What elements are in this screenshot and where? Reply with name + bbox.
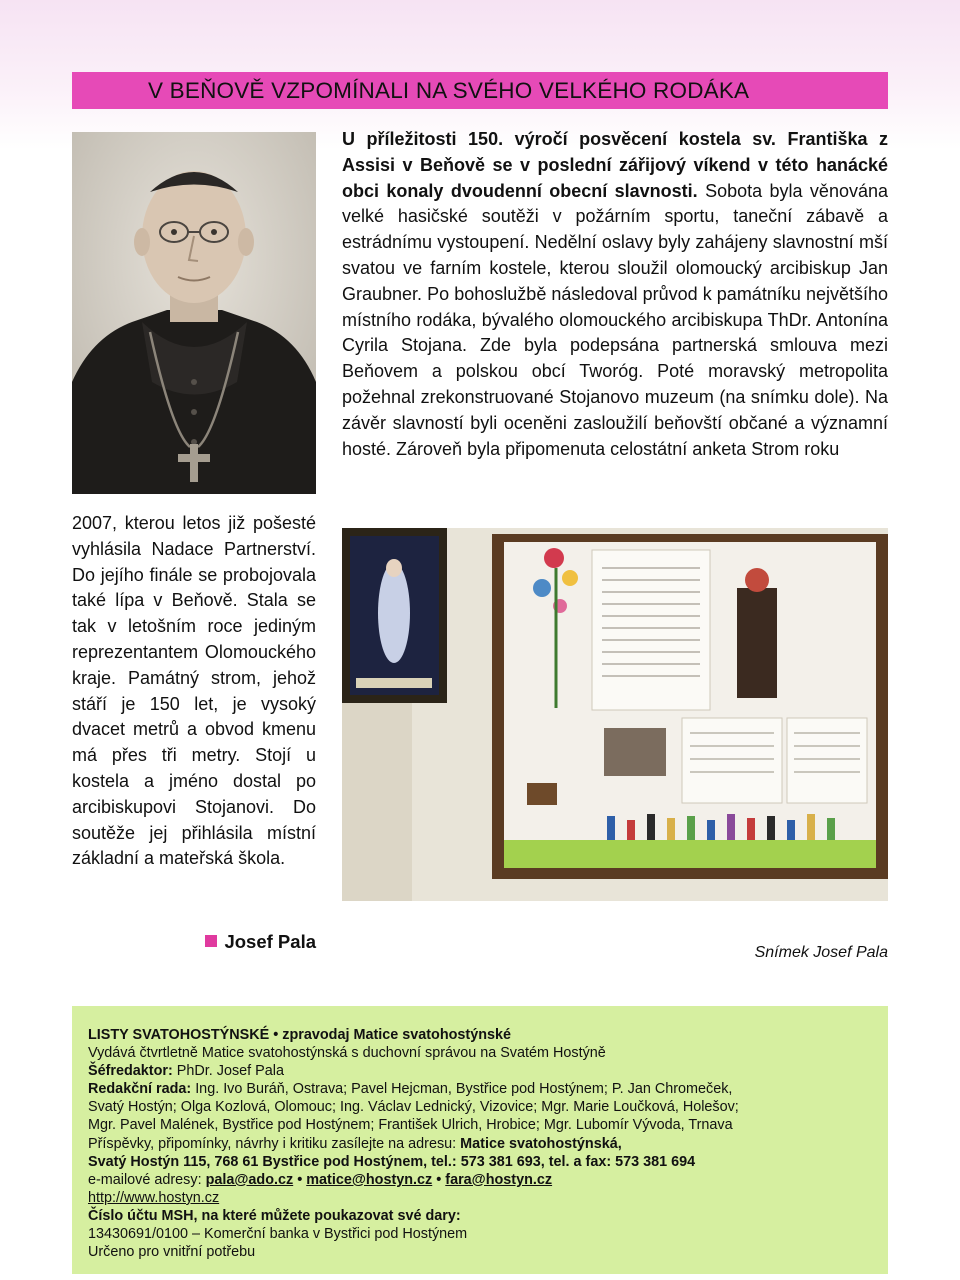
account-value: 13430691/0100 – Komerční banka v Bystřici pod Hostýnem: [88, 1226, 468, 1243]
author-name: Josef Pala: [224, 931, 316, 952]
author-marker-icon: [205, 935, 217, 947]
email-link-matice[interactable]: matice@hostyn.cz: [306, 1171, 433, 1188]
board-label: Redakční rada:: [88, 1081, 192, 1098]
article-main: [342, 127, 888, 462]
masthead-editor: [88, 1062, 872, 1080]
email-link-fara[interactable]: fara@hostyn.cz: [445, 1171, 553, 1188]
email-separator: •: [436, 1171, 442, 1188]
contrib-bold: Matice svatohostýnská,: [460, 1135, 622, 1152]
email-label: e-mailové adresy:: [88, 1171, 202, 1188]
masthead-board: [88, 1080, 872, 1098]
museum-photo: [342, 528, 888, 901]
portrait-photo: [72, 132, 316, 494]
editor-label: Šéfredaktor:: [88, 1063, 173, 1080]
email-separator: •: [297, 1171, 303, 1188]
page-title: V BEŇOVĚ VZPOMÍNALI NA SVÉHO VELKÉHO RODÁKA: [148, 77, 750, 103]
board-value-3: Mgr. Pavel Malének, Bystřice pod Hostýnem; František Ulrich, Hrobice; Mgr. Lubomír Vývoda, Trnava: [88, 1117, 733, 1134]
masthead-contrib: [88, 1135, 872, 1153]
article-continuation: [72, 511, 316, 872]
article-lead: U příležitosti 150. výročí posvěcení kostela sv. Františka z Assisi v Beňově se v poslední zářijový víkend v této hanácké obci konaly dvoudenní obecní slavnosti.: [342, 129, 888, 201]
photo-caption: Snímek Josef Pala: [754, 944, 888, 961]
masthead-emails: [88, 1171, 872, 1189]
continuation-text: 2007, kterou letos již pošesté vyhlásila Nadace Partnerství. Do jejího finále se probojovala také lípa v Beňově. Stala se tak v letošním roce jediným reprezentantem Olomouckého kraje. Památný strom, jehož stáří je 150 let, je vysoký dvacet metrů a obvod kmenu má přes tři metry. Stojí u kostela a jméno dostal po arcibiskupovi Stojanovi. Do soutěže jej přihlásila místní základní a mateřská škola.: [72, 513, 316, 869]
masthead-address: Svatý Hostýn 115, 768 61 Bystřice pod Hostýnem, tel.: 573 381 693, tel. a fax: 573 381 694: [88, 1153, 696, 1170]
portrait-illustration: [72, 132, 316, 494]
board-value-1: Ing. Ivo Buráň, Ostrava; Pavel Hejcman, Bystřice pod Hostýnem; P. Jan Chromeček,: [195, 1081, 733, 1098]
contrib-text: Příspěvky, připomínky, návrhy i kritiku zasílejte na adresu:: [88, 1135, 457, 1152]
editor-value: PhDr. Josef Pala: [176, 1063, 284, 1080]
museum-illustration: [342, 528, 888, 901]
author-signature: [72, 931, 316, 953]
board-value-2: Svatý Hostýn; Olga Kozlová, Olomouc; Ing. Václav Lednický, Vizovice; Mgr. Marie Loučková, Holešov;: [88, 1099, 739, 1116]
masthead-title: LISTY SVATOHOSTÝNSKÉ • zpravodaj Matice svatohostýnské: [88, 1027, 512, 1043]
website-link[interactable]: http://www.hostyn.cz: [88, 1189, 220, 1206]
internal-note: Určeno pro vnitřní potřebu: [88, 1244, 256, 1261]
masthead-box: [72, 1006, 888, 1274]
masthead-publisher: Vydává čtvrtletně Matice svatohostýnská s duchovní správou na Svatém Hostýně: [88, 1045, 606, 1062]
title-bar: [72, 72, 888, 109]
article-body: Sobota byla věnována velké hasičské soutěži v požárním sportu, taneční zábavě a estrádnímu vystoupení. Nedělní oslavy byly zahájeny slavnostní mší svatou ve farním kostele, kterou sloužil olomoucký arcibiskup Jan Graubner. Po bohoslužbě následoval průvod k památníku největšího místního rodáka, bývalého olomouckého arcibiskupa ThDr. Antonína Cyrila Stojana. Zde byla podepsána partnerská smlouva mezi Beňovem a polskou obcí Tworóg. Poté moravský metropolita požehnal zrekonstruované Stojanovo muzeum (na snímku dole). Na závěr slavností byli oceněni zasloužilí beňovští občané a významní hosté. Zároveň byla připomenuta celostátní anketa Strom roku: [342, 180, 888, 459]
email-link-pala[interactable]: pala@ado.cz: [205, 1171, 294, 1188]
account-label: Číslo účtu MSH, na které můžete poukazovat své dary:: [88, 1207, 461, 1224]
